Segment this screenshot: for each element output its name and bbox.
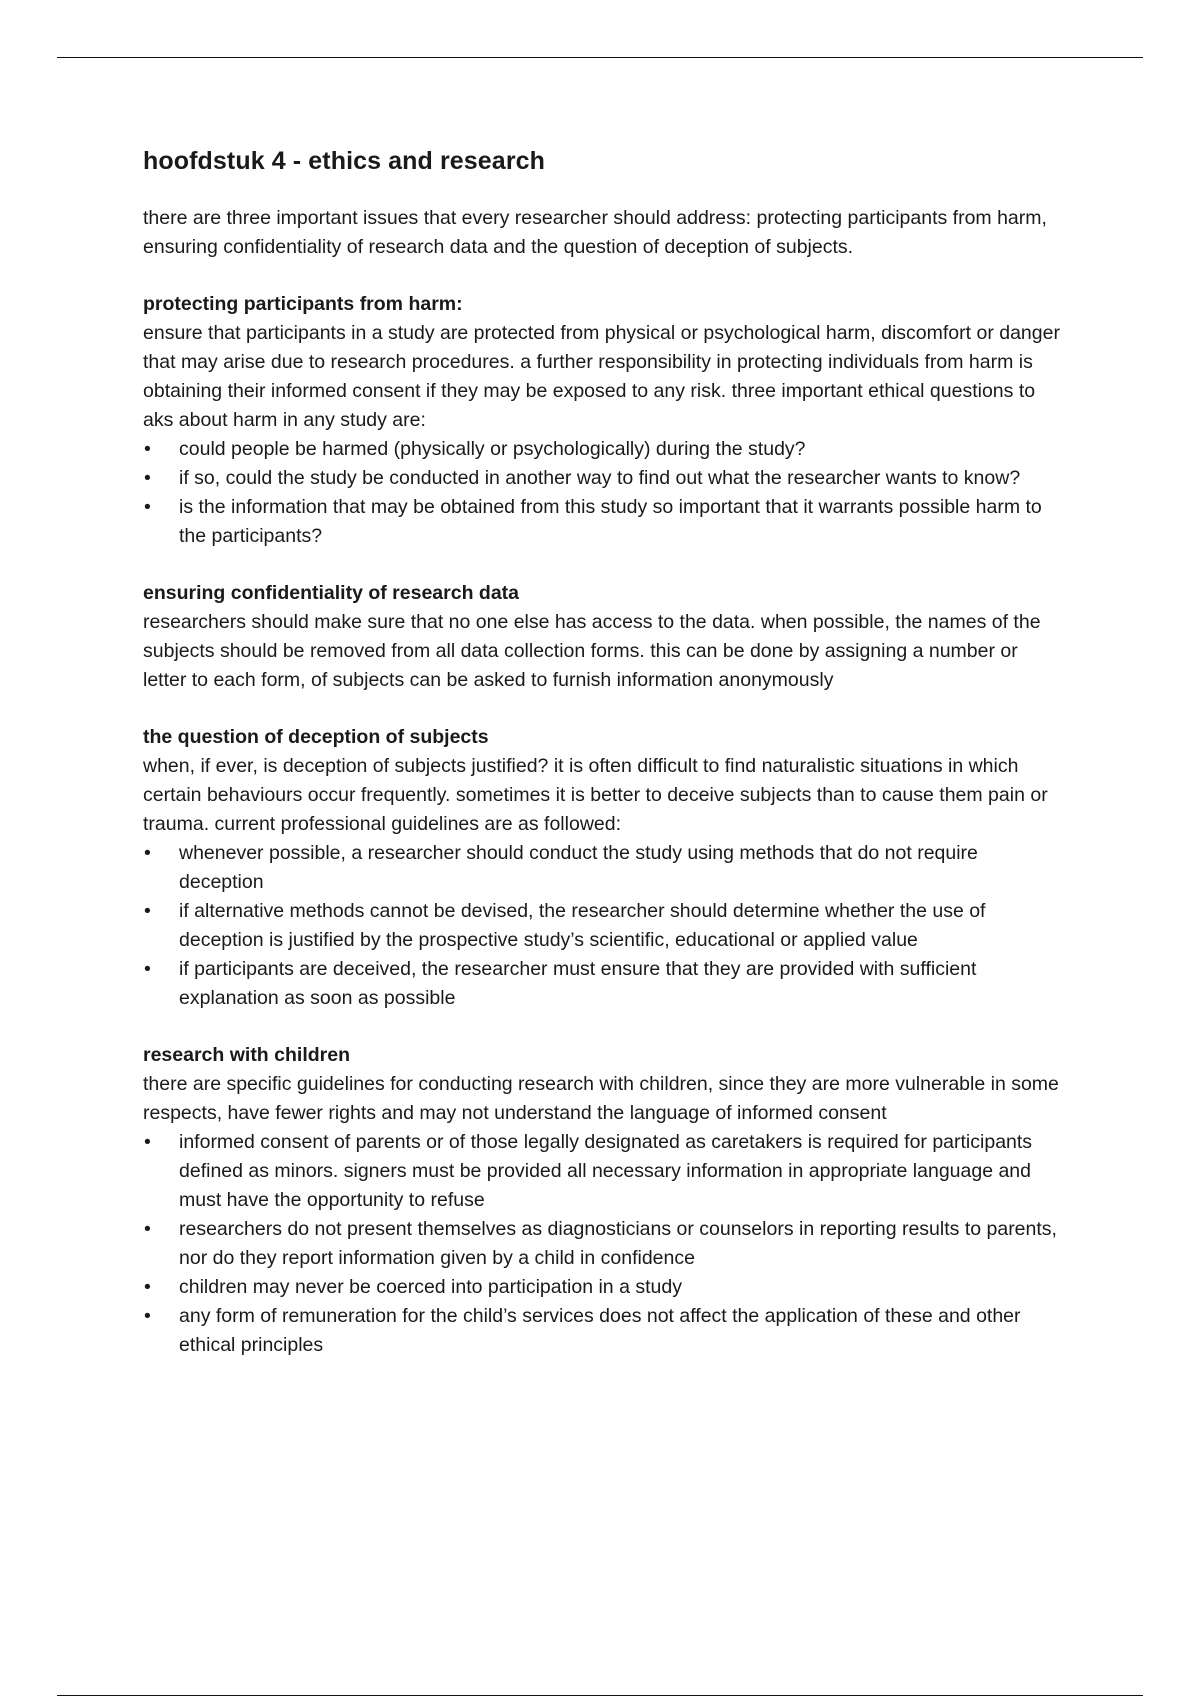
section-heading: the question of deception of subjects [143,726,489,748]
section-body: there are specific guidelines for conducting research with children, since they are more vulnerable in some respects, have fewer rights and may not understand the language of informed consent [143,1073,1059,1124]
list-item: • if alternative methods cannot be devised, the researcher should determine whether the use of deception is justified by the prospective study’s scientific, educational or applied value [143,897,1063,955]
list-item: • is the information that may be obtained from this study so important that it warrants possible harm to the participants? [143,493,1063,551]
bullet-icon: • [144,496,151,518]
section-research-with-children [143,1041,1063,1360]
section-body: researchers should make sure that no one else has access to the data. when possible, the names of the subjects should be removed from all data collection forms. this can be done by assigning a number or letter to each form, of subjects can be asked to furnish information anonymously [143,611,1041,691]
bullet-list [143,1128,1063,1360]
list-item: • informed consent of parents or of those legally designated as caretakers is required for participants defined as minors. signers must be provided all necessary information in appropriate language and must have the opportunity to refuse [143,1128,1063,1215]
bullet-icon: • [144,1131,151,1153]
bullet-icon: • [144,900,151,922]
bullet-icon: • [144,842,151,864]
list-item: • whenever possible, a researcher should conduct the study using methods that do not require deception [143,839,1063,897]
list-item: • if participants are deceived, the researcher must ensure that they are provided with sufficient explanation as soon as possible [143,955,1063,1013]
intro-paragraph: there are three important issues that every researcher should address: protecting participants from harm, ensuring confidentiality of research data and the question of deception of subjects. [143,207,1047,258]
section-body: ensure that participants in a study are protected from physical or psychological harm, discomfort or danger that may arise due to research procedures. a further responsibility in protecting individuals from harm is obtaining their informed consent if they may be exposed to any risk. three important ethical questions to aks about harm in any study are: [143,322,1060,431]
page-title: hoofdstuk 4 - ethics and research [143,147,546,175]
section-body: when, if ever, is deception of subjects justified? it is often difficult to find naturalistic situations in which certain behaviours occur frequently. sometimes it is better to deceive subjects than to cause them pain or trauma. current professional guidelines are as followed: [143,755,1048,835]
bottom-rule [57,1695,1143,1696]
list-item: • children may never be coerced into participation in a study [143,1273,1063,1302]
list-item: • any form of remuneration for the child’s services does not affect the application of these and other ethical principles [143,1302,1063,1360]
bullet-icon: • [144,1305,151,1327]
section-heading: ensuring confidentiality of research data [143,582,520,604]
document-body [143,141,1063,1360]
list-item: • researchers do not present themselves as diagnosticians or counselors in reporting results to parents, nor do they report information given by a child in confidence [143,1215,1063,1273]
section-deception [143,723,1063,1013]
bullet-icon: • [144,467,151,489]
top-rule [57,57,1143,58]
section-heading: research with children [143,1044,350,1066]
list-item: • could people be harmed (physically or psychologically) during the study? [143,435,1063,464]
section-confidentiality [143,579,1063,695]
bullet-icon: • [144,1218,151,1240]
bullet-icon: • [144,958,151,980]
section-heading: protecting participants from harm: [143,293,463,315]
bullet-list [143,839,1063,1013]
section-protecting-participants [143,290,1063,551]
bullet-icon: • [144,438,151,460]
bullet-list [143,435,1063,551]
list-item: • if so, could the study be conducted in another way to find out what the researcher wants to know? [143,464,1063,493]
bullet-icon: • [144,1276,151,1298]
